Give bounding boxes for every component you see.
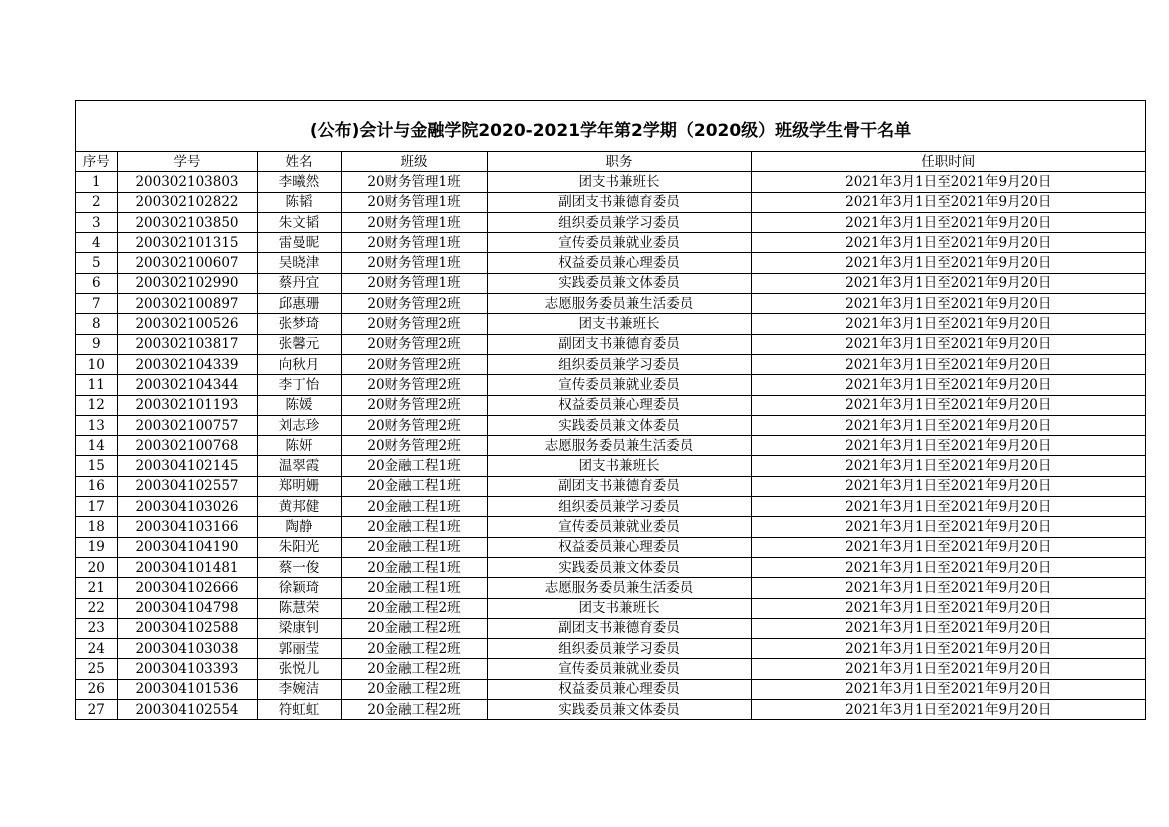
table-row: [76, 375, 1145, 395]
row-term: 2021年3月1日至2021年9月20日: [751, 679, 1145, 699]
row-class: 20财务管理2班: [341, 334, 487, 354]
row-term: 2021年3月1日至2021年9月20日: [751, 253, 1145, 273]
row-no: 17: [76, 497, 117, 517]
row-duty: 志愿服务委员兼生活委员: [487, 294, 751, 314]
row-term: 2021年3月1日至2021年9月20日: [751, 294, 1145, 314]
row-class: 20财务管理2班: [341, 375, 487, 395]
row-name: 向秋月: [257, 354, 341, 374]
row-no: 18: [76, 517, 117, 537]
row-duty: 权益委员兼心理委员: [487, 679, 751, 699]
row-student-id: 200304104798: [117, 598, 257, 618]
header-name: 姓名: [257, 152, 341, 172]
row-student-id: 200304101481: [117, 557, 257, 577]
row-name: 邱惠珊: [257, 294, 341, 314]
row-duty: 权益委员兼心理委员: [487, 537, 751, 557]
row-class: 20金融工程1班: [341, 557, 487, 577]
row-duty: 副团支书兼德育委员: [487, 334, 751, 354]
row-student-id: 200304103026: [117, 497, 257, 517]
row-name: 朱文韬: [257, 212, 341, 232]
roster-body: [76, 172, 1145, 720]
row-duty: 组织委员兼学习委员: [487, 497, 751, 517]
row-class: 20金融工程2班: [341, 659, 487, 679]
row-no: 13: [76, 415, 117, 435]
table-row: [76, 659, 1145, 679]
row-duty: 实践委员兼文体委员: [487, 700, 751, 720]
row-class: 20财务管理2班: [341, 294, 487, 314]
row-no: 7: [76, 294, 117, 314]
table-row: [76, 192, 1145, 212]
row-name: 陈韬: [257, 192, 341, 212]
row-student-id: 200302102990: [117, 273, 257, 293]
row-no: 25: [76, 659, 117, 679]
row-class: 20金融工程1班: [341, 456, 487, 476]
row-duty: 团支书兼班长: [487, 598, 751, 618]
table-row: [76, 700, 1145, 720]
row-duty: 团支书兼班长: [487, 456, 751, 476]
row-student-id: 200302100768: [117, 436, 257, 456]
table-row: [76, 456, 1145, 476]
row-name: 蔡丹宜: [257, 273, 341, 293]
table-row: [76, 395, 1145, 415]
row-term: 2021年3月1日至2021年9月20日: [751, 415, 1145, 435]
row-student-id: 200302103850: [117, 212, 257, 232]
row-no: 8: [76, 314, 117, 334]
row-no: 12: [76, 395, 117, 415]
table-row: [76, 578, 1145, 598]
row-no: 10: [76, 354, 117, 374]
row-class: 20财务管理2班: [341, 314, 487, 334]
row-duty: 组织委员兼学习委员: [487, 212, 751, 232]
row-duty: 副团支书兼德育委员: [487, 618, 751, 638]
header-class: 班级: [341, 152, 487, 172]
row-name: 李曦然: [257, 172, 341, 192]
row-no: 14: [76, 436, 117, 456]
row-name: 黄邦健: [257, 497, 341, 517]
row-term: 2021年3月1日至2021年9月20日: [751, 497, 1145, 517]
table-row: [76, 354, 1145, 374]
row-no: 27: [76, 700, 117, 720]
row-student-id: 200304102588: [117, 618, 257, 638]
table-row: [76, 172, 1145, 192]
row-class: 20财务管理2班: [341, 354, 487, 374]
row-no: 11: [76, 375, 117, 395]
row-no: 22: [76, 598, 117, 618]
row-term: 2021年3月1日至2021年9月20日: [751, 172, 1145, 192]
row-no: 21: [76, 578, 117, 598]
row-name: 梁康钊: [257, 618, 341, 638]
row-no: 16: [76, 476, 117, 496]
row-term: 2021年3月1日至2021年9月20日: [751, 395, 1145, 415]
row-student-id: 200304103393: [117, 659, 257, 679]
row-class: 20财务管理1班: [341, 192, 487, 212]
row-duty: 权益委员兼心理委员: [487, 253, 751, 273]
row-duty: 志愿服务委员兼生活委员: [487, 578, 751, 598]
row-class: 20金融工程2班: [341, 639, 487, 659]
row-term: 2021年3月1日至2021年9月20日: [751, 456, 1145, 476]
row-duty: 宣传委员兼就业委员: [487, 375, 751, 395]
row-name: 朱阳光: [257, 537, 341, 557]
row-no: 26: [76, 679, 117, 699]
row-name: 李婉洁: [257, 679, 341, 699]
row-student-id: 200304102145: [117, 456, 257, 476]
row-term: 2021年3月1日至2021年9月20日: [751, 375, 1145, 395]
table-row: [76, 273, 1145, 293]
row-name: 李丁怡: [257, 375, 341, 395]
row-class: 20金融工程1班: [341, 476, 487, 496]
row-student-id: 200302100607: [117, 253, 257, 273]
row-term: 2021年3月1日至2021年9月20日: [751, 233, 1145, 253]
roster-table: [76, 152, 1145, 719]
row-student-id: 200302104339: [117, 354, 257, 374]
row-duty: 志愿服务委员兼生活委员: [487, 436, 751, 456]
row-name: 蔡一俊: [257, 557, 341, 577]
table-row: [76, 476, 1145, 496]
row-name: 张馨元: [257, 334, 341, 354]
table-row: [76, 233, 1145, 253]
header-duty: 职务: [487, 152, 751, 172]
row-name: 符虹虹: [257, 700, 341, 720]
row-term: 2021年3月1日至2021年9月20日: [751, 618, 1145, 638]
row-student-id: 200302100526: [117, 314, 257, 334]
row-class: 20财务管理2班: [341, 436, 487, 456]
header-term: 任职时间: [751, 152, 1145, 172]
row-duty: 宣传委员兼就业委员: [487, 233, 751, 253]
row-name: 陈媛: [257, 395, 341, 415]
row-no: 5: [76, 253, 117, 273]
row-term: 2021年3月1日至2021年9月20日: [751, 537, 1145, 557]
table-row: [76, 618, 1145, 638]
row-student-id: 200302103817: [117, 334, 257, 354]
table-row: [76, 517, 1145, 537]
row-term: 2021年3月1日至2021年9月20日: [751, 598, 1145, 618]
row-duty: 组织委员兼学习委员: [487, 639, 751, 659]
table-row: [76, 598, 1145, 618]
row-duty: 副团支书兼德育委员: [487, 192, 751, 212]
row-student-id: 200304102666: [117, 578, 257, 598]
row-term: 2021年3月1日至2021年9月20日: [751, 476, 1145, 496]
row-student-id: 200302100757: [117, 415, 257, 435]
table-row: [76, 253, 1145, 273]
row-duty: 宣传委员兼就业委员: [487, 517, 751, 537]
header-row: [76, 152, 1145, 172]
table-row: [76, 679, 1145, 699]
row-student-id: 200304101536: [117, 679, 257, 699]
table-row: [76, 537, 1145, 557]
header-no: 序号: [76, 152, 117, 172]
row-no: 2: [76, 192, 117, 212]
row-no: 3: [76, 212, 117, 232]
roster-sheet: [75, 100, 1146, 720]
row-term: 2021年3月1日至2021年9月20日: [751, 639, 1145, 659]
row-class: 20金融工程1班: [341, 578, 487, 598]
row-name: 郭丽莹: [257, 639, 341, 659]
row-term: 2021年3月1日至2021年9月20日: [751, 436, 1145, 456]
row-name: 温翠霞: [257, 456, 341, 476]
row-name: 雷曼昵: [257, 233, 341, 253]
row-class: 20金融工程2班: [341, 700, 487, 720]
row-term: 2021年3月1日至2021年9月20日: [751, 334, 1145, 354]
row-duty: 团支书兼班长: [487, 172, 751, 192]
row-no: 19: [76, 537, 117, 557]
row-term: 2021年3月1日至2021年9月20日: [751, 314, 1145, 334]
row-duty: 实践委员兼文体委员: [487, 557, 751, 577]
row-term: 2021年3月1日至2021年9月20日: [751, 659, 1145, 679]
row-class: 20金融工程2班: [341, 618, 487, 638]
row-student-id: 200302101193: [117, 395, 257, 415]
row-term: 2021年3月1日至2021年9月20日: [751, 273, 1145, 293]
row-duty: 副团支书兼德育委员: [487, 476, 751, 496]
row-no: 20: [76, 557, 117, 577]
row-student-id: 200302102822: [117, 192, 257, 212]
row-class: 20财务管理1班: [341, 253, 487, 273]
row-name: 张梦琦: [257, 314, 341, 334]
row-class: 20财务管理1班: [341, 172, 487, 192]
row-student-id: 200304102557: [117, 476, 257, 496]
row-class: 20财务管理1班: [341, 212, 487, 232]
row-term: 2021年3月1日至2021年9月20日: [751, 192, 1145, 212]
table-row: [76, 294, 1145, 314]
row-name: 陈慧荣: [257, 598, 341, 618]
row-class: 20金融工程2班: [341, 679, 487, 699]
row-class: 20金融工程1班: [341, 497, 487, 517]
row-student-id: 200304103166: [117, 517, 257, 537]
table-row: [76, 497, 1145, 517]
document-title: (公布)会计与金融学院2020-2021学年第2学期（2020级）班级学生骨干名单: [76, 101, 1145, 152]
row-term: 2021年3月1日至2021年9月20日: [751, 700, 1145, 720]
row-name: 张悦儿: [257, 659, 341, 679]
row-student-id: 200304103038: [117, 639, 257, 659]
row-term: 2021年3月1日至2021年9月20日: [751, 578, 1145, 598]
row-class: 20金融工程1班: [341, 537, 487, 557]
table-row: [76, 334, 1145, 354]
row-no: 15: [76, 456, 117, 476]
row-name: 徐颖琦: [257, 578, 341, 598]
row-no: 4: [76, 233, 117, 253]
row-term: 2021年3月1日至2021年9月20日: [751, 517, 1145, 537]
row-duty: 实践委员兼文体委员: [487, 415, 751, 435]
row-duty: 实践委员兼文体委员: [487, 273, 751, 293]
row-no: 9: [76, 334, 117, 354]
row-class: 20金融工程1班: [341, 517, 487, 537]
row-no: 24: [76, 639, 117, 659]
row-no: 1: [76, 172, 117, 192]
row-class: 20财务管理1班: [341, 273, 487, 293]
row-student-id: 200302101315: [117, 233, 257, 253]
header-student-id: 学号: [117, 152, 257, 172]
row-student-id: 200304102554: [117, 700, 257, 720]
row-term: 2021年3月1日至2021年9月20日: [751, 212, 1145, 232]
row-name: 陶静: [257, 517, 341, 537]
row-name: 吴晓津: [257, 253, 341, 273]
row-student-id: 200304104190: [117, 537, 257, 557]
table-row: [76, 212, 1145, 232]
table-row: [76, 557, 1145, 577]
table-row: [76, 415, 1145, 435]
row-class: 20财务管理2班: [341, 415, 487, 435]
row-student-id: 200302103803: [117, 172, 257, 192]
row-no: 23: [76, 618, 117, 638]
row-name: 陈妍: [257, 436, 341, 456]
table-row: [76, 314, 1145, 334]
table-row: [76, 436, 1145, 456]
row-no: 6: [76, 273, 117, 293]
row-term: 2021年3月1日至2021年9月20日: [751, 354, 1145, 374]
row-name: 刘志珍: [257, 415, 341, 435]
row-term: 2021年3月1日至2021年9月20日: [751, 557, 1145, 577]
row-duty: 团支书兼班长: [487, 314, 751, 334]
row-class: 20财务管理2班: [341, 395, 487, 415]
row-class: 20金融工程2班: [341, 598, 487, 618]
table-row: [76, 639, 1145, 659]
row-student-id: 200302104344: [117, 375, 257, 395]
row-class: 20财务管理1班: [341, 233, 487, 253]
row-student-id: 200302100897: [117, 294, 257, 314]
row-duty: 权益委员兼心理委员: [487, 395, 751, 415]
row-duty: 宣传委员兼就业委员: [487, 659, 751, 679]
row-duty: 组织委员兼学习委员: [487, 354, 751, 374]
row-name: 郑明姗: [257, 476, 341, 496]
